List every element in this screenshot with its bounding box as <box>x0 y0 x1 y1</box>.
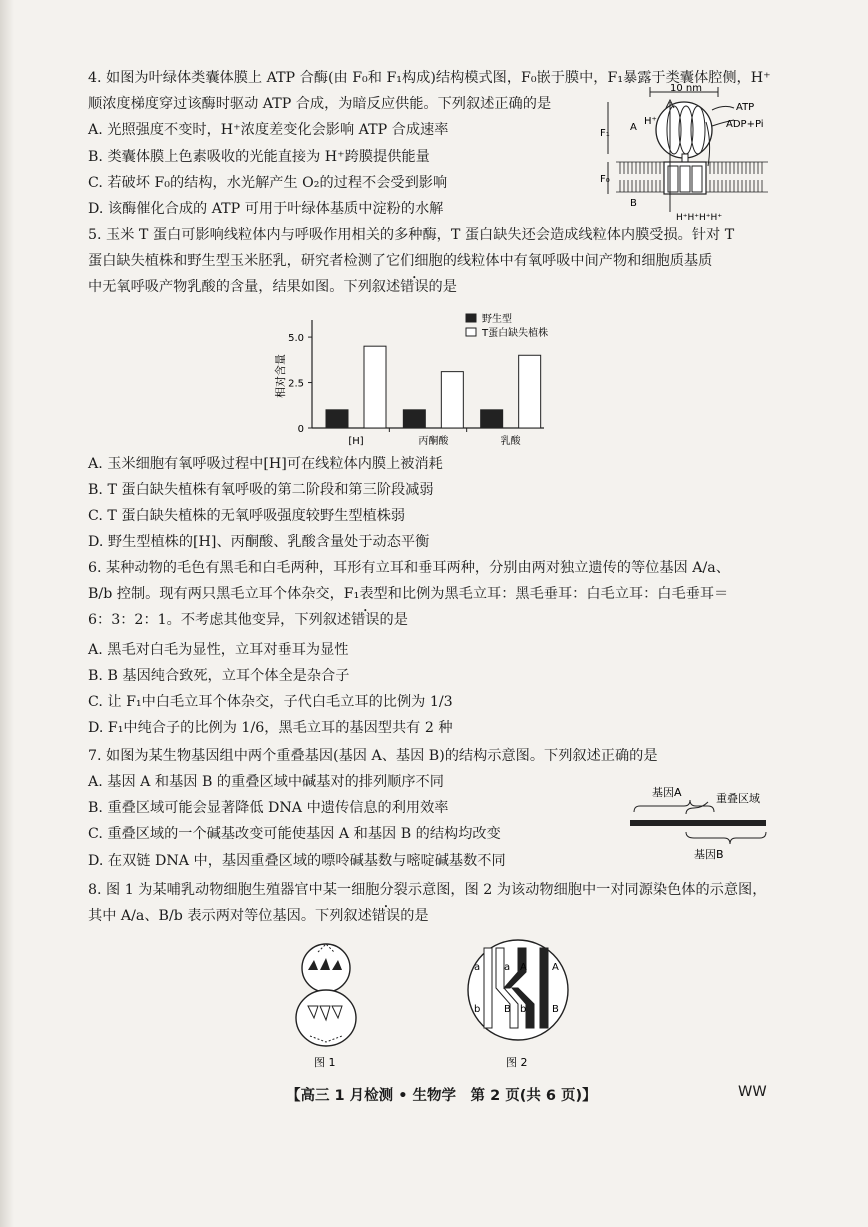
q5-stem-line-1: 5. 玉米 T 蛋白可影响线粒体内与呼吸作用相关的多种酶，T 蛋白缺失还会造成线粒体内膜受损。针对 T <box>88 227 735 243</box>
q5-stem-line-3 <box>88 277 457 297</box>
q7-stem: 7. 如图为某生物基因组中两个重叠基因(基因 A、基因 B)的结构示意图。下列叙述正确的是 <box>88 748 658 764</box>
f0-c-ring-2 <box>680 166 690 192</box>
q6-option-a: A. 黑毛对白毛为显性，立耳对垂耳为显性 <box>88 642 349 658</box>
atp-arrow <box>712 106 734 110</box>
q5-stem-line-2: 蛋白缺失植株和野生型玉米胚乳，研究者检测了它们细胞的线粒体中有氧呼吸中间产物和细胞质基质 <box>88 253 713 269</box>
q7-option-c: C. 重叠区域的一个碱基改变可能使基因 A 和基因 B 的结构均改变 <box>88 826 501 842</box>
q4-option-a: A. 光照强度不变时，H⁺浓度差变化会影响 ATP 合成速率 <box>88 122 449 138</box>
chart-bar <box>403 410 425 428</box>
chart-y-tick-label: 2.5 <box>288 378 304 390</box>
side-a-label: A <box>630 122 637 133</box>
q7-option-d: D. 在双链 DNA 中，基因重叠区域的嘌呤碱基数与嘧啶碱基数不同 <box>88 853 506 869</box>
adp-pi-label: ADP+Pi <box>726 119 764 130</box>
atp-label: ATP <box>736 102 755 113</box>
chart-legend-swatch <box>466 328 476 336</box>
chart-legend-label: T蛋白缺失植株 <box>482 328 549 339</box>
page-footer-title: 【高三 1 月检测 • 生物学 第 2 页(共 6 页)】 <box>286 1088 597 1104</box>
chart-x-tick-label: 丙酮酸 <box>418 436 449 447</box>
chart-legend-swatch <box>466 314 476 322</box>
gene-a-bracket-left <box>634 800 690 812</box>
f1-label: F₁ <box>600 128 610 139</box>
q4-option-b: B. 类囊体膜上色素吸收的光能直接为 H⁺跨膜提供能量 <box>88 149 430 165</box>
label-B-2: B <box>552 1004 559 1015</box>
q7-option-a: A. 基因 A 和基因 B 的重叠区域中碱基对的排列顺序不同 <box>88 774 444 790</box>
q6-option-b: B. B 基因纯合致死，立耳个体全是杂合子 <box>88 668 350 684</box>
q5-option-a: A. 玉米细胞有氧呼吸过程中[H]可在线粒体内膜上被消耗 <box>88 456 443 472</box>
q5-stem-3-pre: 中无氧呼吸产物乳酸的含量，结果如图。下列叙述 <box>88 279 401 295</box>
label-b-2: b <box>520 1004 527 1015</box>
q6-stem-emphasis: 错误 <box>351 612 380 628</box>
chart-y-tick-label: 0 <box>297 424 304 435</box>
label-A-1: A <box>520 962 527 973</box>
figure-2-homologous-chromosomes <box>460 938 580 1070</box>
chart-bar <box>481 410 503 428</box>
chart-bar <box>364 346 386 428</box>
h-top-label: H⁺ <box>644 116 657 127</box>
chart-ylabel: 相对含量 <box>274 354 287 398</box>
chart-x-tick-label: 乳酸 <box>500 436 521 447</box>
q6-stem-line-1: 6. 某种动物的毛色有黑毛和白毛两种，耳形有立耳和垂耳两种，分别由两对独立遗传的等位基因 A/a、 <box>88 560 730 576</box>
page-footer-code: WW <box>738 1084 767 1100</box>
q4-option-d: D. 该酶催化合成的 ATP 可用于叶绿体基质中淀粉的水解 <box>88 201 444 217</box>
chromatid-4 <box>540 948 548 1028</box>
label-B-1: B <box>504 1004 511 1015</box>
f0-label: F₀ <box>600 174 610 185</box>
overlap-label: 重叠区域 <box>716 792 760 805</box>
gene-a-label: 基因A <box>652 786 682 799</box>
q8-stem-2-post: 的是 <box>400 908 429 924</box>
chromatid-1 <box>484 948 492 1028</box>
gene-b-bracket <box>686 832 766 844</box>
chart-x-tick-label: [H] <box>348 436 364 447</box>
q8-stem-line-2 <box>88 906 429 926</box>
q5-stem-3-post: 的是 <box>428 279 457 295</box>
q5-option-d: D. 野生型植株的[H]、丙酮酸、乳酸含量处于动态平衡 <box>88 534 430 550</box>
f0-c-ring-3 <box>692 166 702 192</box>
q4-stem-line-1: 4. 如图为叶绿体类囊体膜上 ATP 合酶(由 F₀和 F₁构成)结构模式图，F₀嵌于膜中，F₁暴露于类囊体腔侧，H⁺ <box>88 70 771 86</box>
atp-synthase-figure <box>600 82 780 224</box>
figure-1-cell-division <box>278 938 378 1070</box>
q5-stem-emphasis: 错误 <box>400 279 429 295</box>
label-a-2: a <box>504 962 511 973</box>
daughter-cell-bottom <box>296 990 356 1046</box>
q6-stem-line-3 <box>88 610 408 630</box>
gene-b-label: 基因B <box>694 848 724 861</box>
side-b-label: B <box>630 198 637 209</box>
h-bottom-label: H⁺H⁺H⁺H⁺ <box>676 213 723 223</box>
chart-bar <box>519 355 541 428</box>
q6-stem-3-pre: 6：3：2：1。不考虑其他变异，下列叙述 <box>88 612 352 628</box>
q4-stem-line-2: 顺浓度梯度穿过该酶时驱动 ATP 合成，为暗反应供能。下列叙述正确的是 <box>88 96 552 112</box>
q5-option-c: C. T 蛋白缺失植株的无氧呼吸强度较野生型植株弱 <box>88 508 406 524</box>
q8-stem-2-pre: 其中 A/a、B/b 表示两对等位基因。下列叙述 <box>88 908 372 924</box>
label-b-1: b <box>474 1004 481 1015</box>
q6-option-d: D. F₁中纯合子的比例为 1/6，黑毛立耳的基因型共有 2 种 <box>88 720 453 736</box>
scale-label: 10 nm <box>670 83 702 94</box>
chart-legend-label: 野生型 <box>482 314 512 325</box>
q6-stem-3-post: 的是 <box>379 612 408 628</box>
q6-stem-line-2: B/b 控制。现有两只黑毛立耳个体杂交，F₁表型和比例为黑毛立耳：黑毛垂耳：白毛立耳：白毛垂耳＝ <box>88 586 729 602</box>
q6-option-c: C. 让 F₁中白毛立耳个体杂交，子代白毛立耳的比例为 1/3 <box>88 694 453 710</box>
dna-double-strand <box>630 820 766 826</box>
chart-bar <box>326 410 348 428</box>
chart-bar <box>441 372 463 428</box>
label-a-1: a <box>474 962 481 973</box>
page-edge-shadow <box>0 0 14 1227</box>
q4-option-c: C. 若破坏 F₀的结构，水光解产生 O₂的过程不会受到影响 <box>88 175 448 191</box>
q5-option-b: B. T 蛋白缺失植株有氧呼吸的第二阶段和第三阶段减弱 <box>88 482 434 498</box>
figure-2-caption: 图 2 <box>506 1056 528 1069</box>
q7-option-b: B. 重叠区域可能会显著降低 DNA 中遗传信息的利用效率 <box>88 800 449 816</box>
q8-stem-line-1: 8. 图 1 为某哺乳动物细胞生殖器官中某一细胞分裂示意图，图 2 为该动物细胞中一对同源染色体的示意图， <box>88 882 767 898</box>
overlapping-genes-figure <box>624 784 774 864</box>
q5-bar-chart <box>262 310 592 450</box>
q8-stem-emphasis: 错误 <box>371 908 401 924</box>
figure-1-caption: 图 1 <box>314 1056 336 1069</box>
label-A-2: A <box>552 962 559 973</box>
chart-y-tick-label: 5.0 <box>288 333 304 345</box>
f1-head <box>656 102 712 158</box>
